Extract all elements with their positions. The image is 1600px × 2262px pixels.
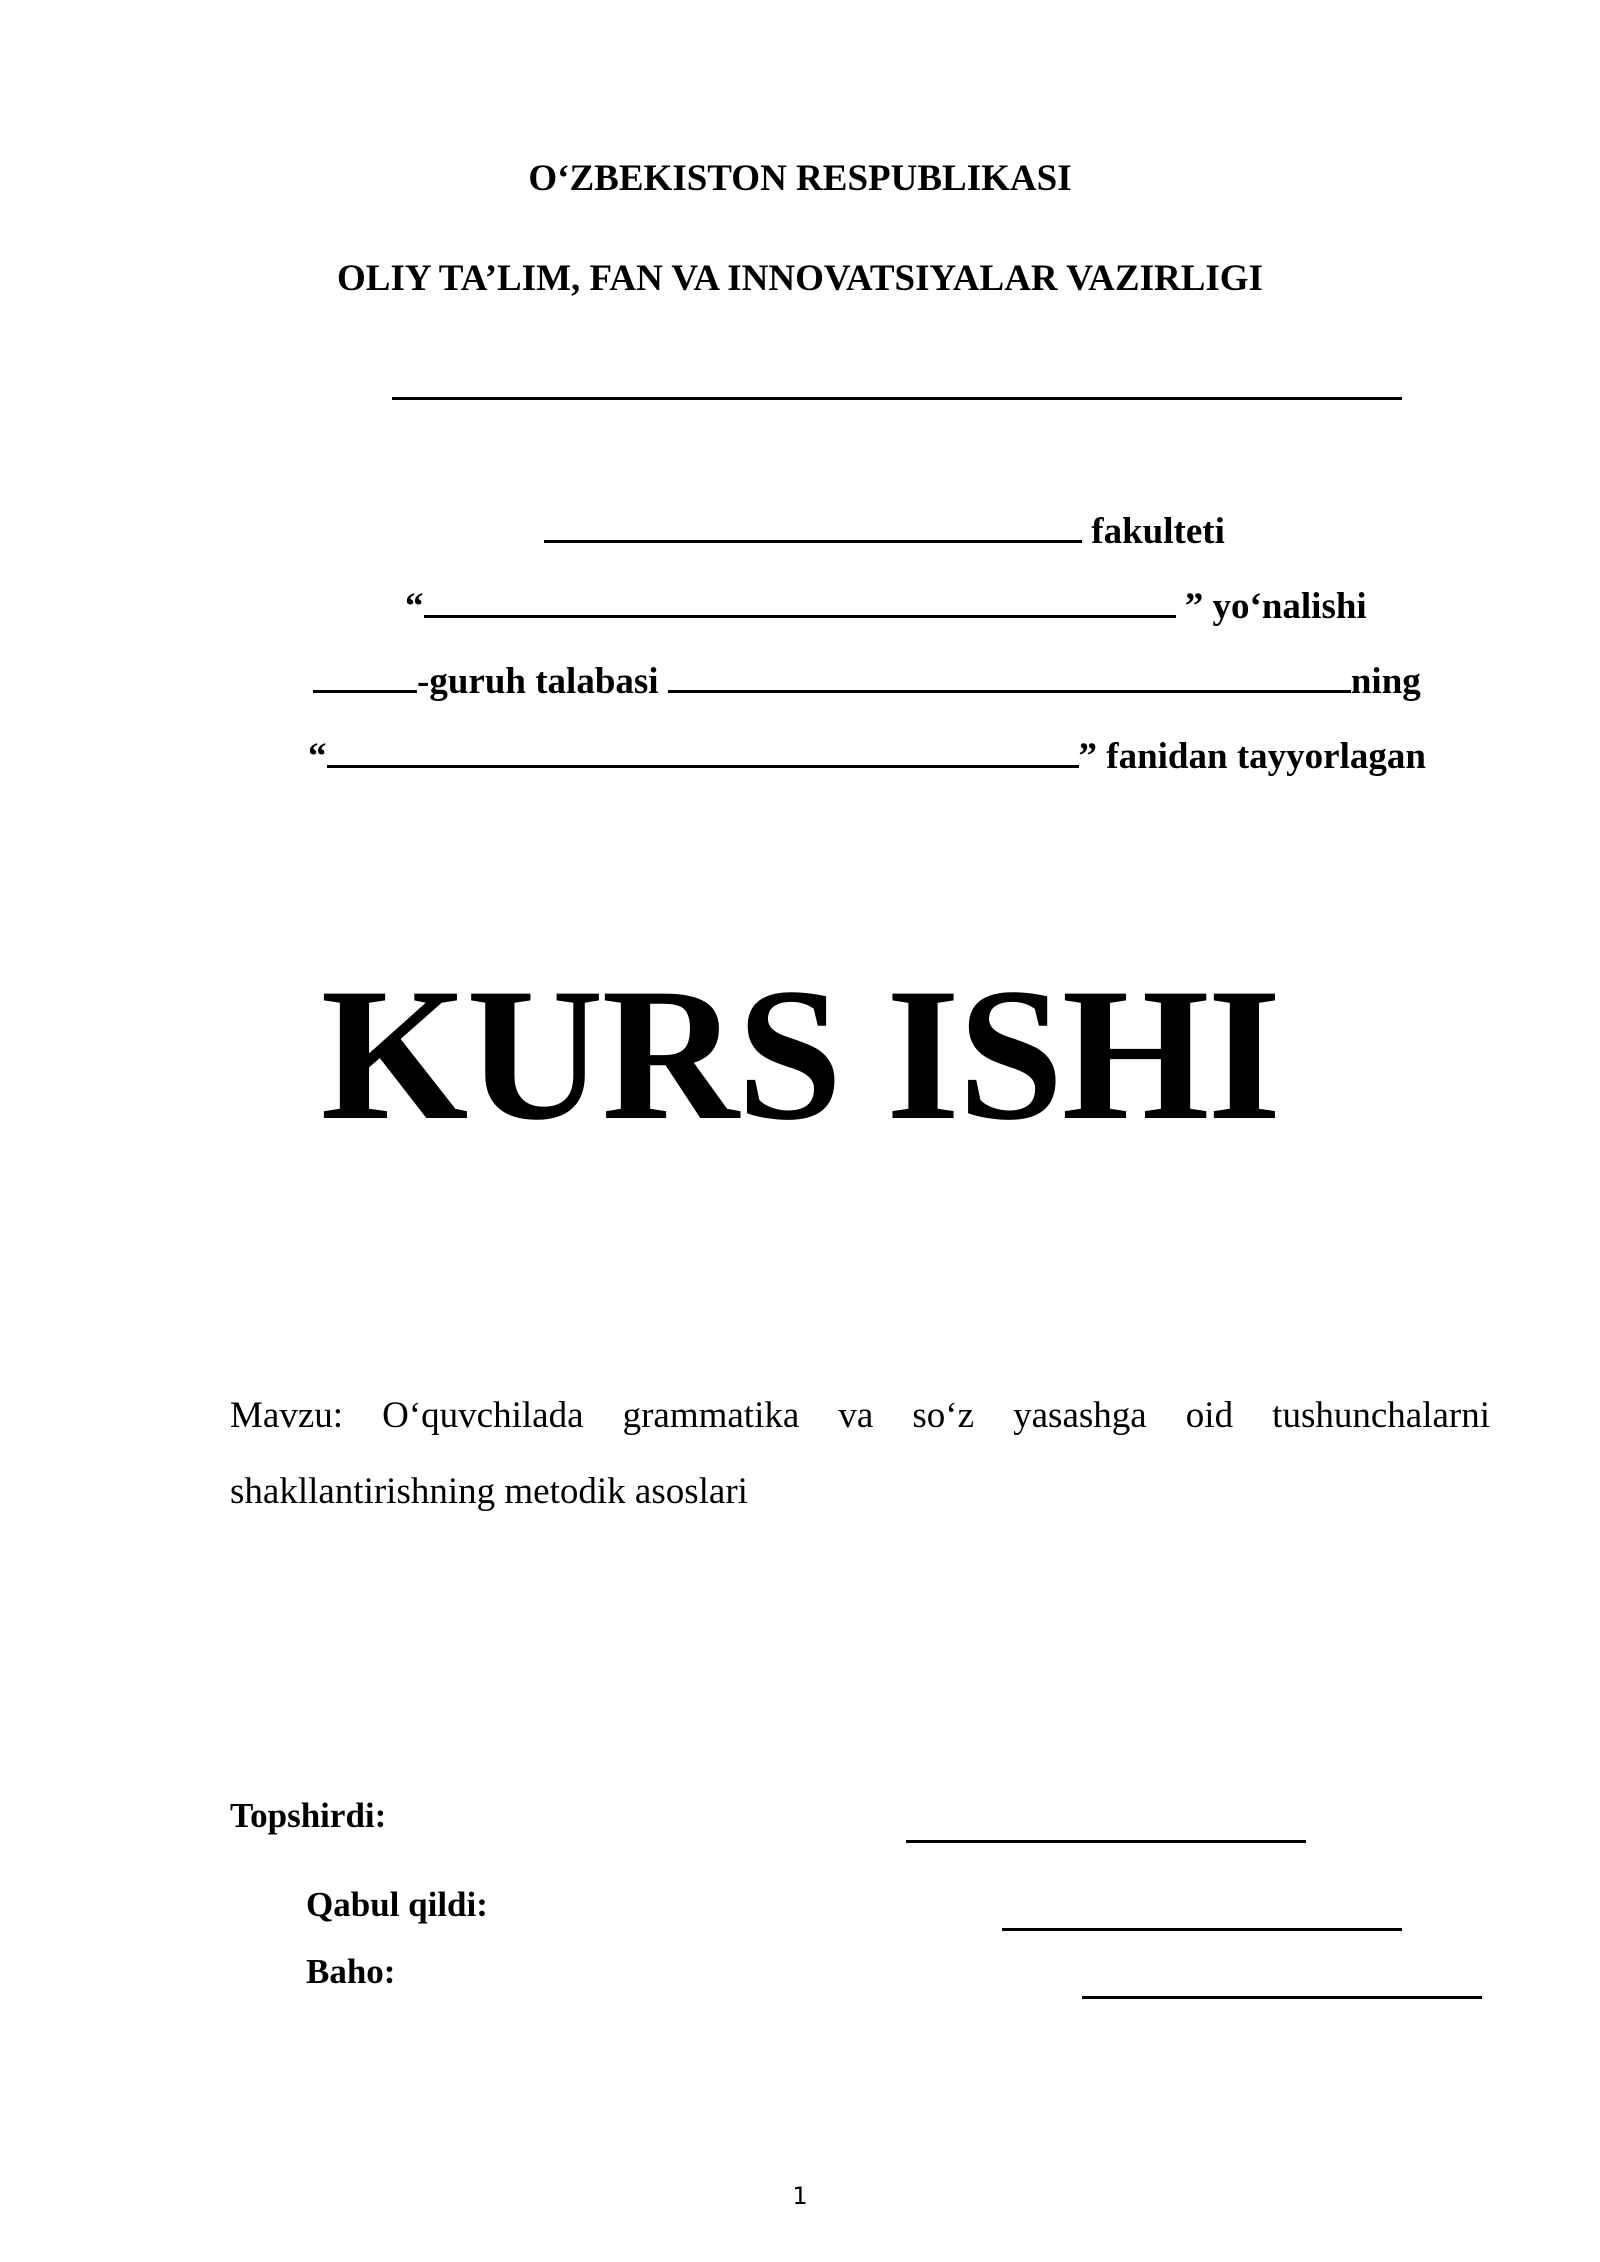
ministry-heading: OLIY TA’LIM, FAN VA INNOVATSIYALAR VAZIRLIGI	[337, 258, 1263, 299]
document-title: KURS ISHI	[320, 950, 1280, 1160]
accepted-label: Qabul qildi:	[306, 1885, 488, 1924]
student-name-blank	[668, 656, 1351, 693]
group-blank	[313, 656, 417, 693]
subject-row	[308, 731, 1426, 778]
faculty-label: fakulteti	[1091, 511, 1225, 552]
grade-label: Baho:	[306, 1952, 396, 1991]
direction-row	[405, 581, 1367, 628]
faculty-blank	[544, 506, 1082, 543]
student-row	[313, 656, 1421, 703]
group-label: -guruh talabasi	[417, 661, 659, 702]
submitted-signature-line	[906, 1840, 1306, 1843]
direction-blank	[424, 581, 1176, 618]
student-suffix: ning	[1350, 661, 1421, 702]
subject-label: ” fanidan tayyorlagan	[1078, 736, 1426, 777]
direction-open-quote: “	[405, 586, 424, 627]
page-number: 1	[792, 2182, 808, 2210]
submitted-label: Topshirdi:	[230, 1796, 387, 1835]
subject-open-quote: “	[308, 736, 327, 777]
university-blank-line	[392, 397, 1402, 400]
faculty-row	[544, 506, 1225, 553]
subject-blank	[327, 731, 1079, 768]
accepted-signature-line	[1002, 1928, 1402, 1931]
grade-line	[1082, 1996, 1482, 1999]
direction-label: ” yo‘nalishi	[1184, 586, 1367, 627]
topic-paragraph: Mavzu: O‘quvchilada grammatika va so‘z yasashga oid tushunchalarni shakllantirishning metodik asoslari	[230, 1395, 1490, 1512]
country-heading: O‘ZBEKISTON RESPUBLIKASI	[528, 158, 1072, 199]
